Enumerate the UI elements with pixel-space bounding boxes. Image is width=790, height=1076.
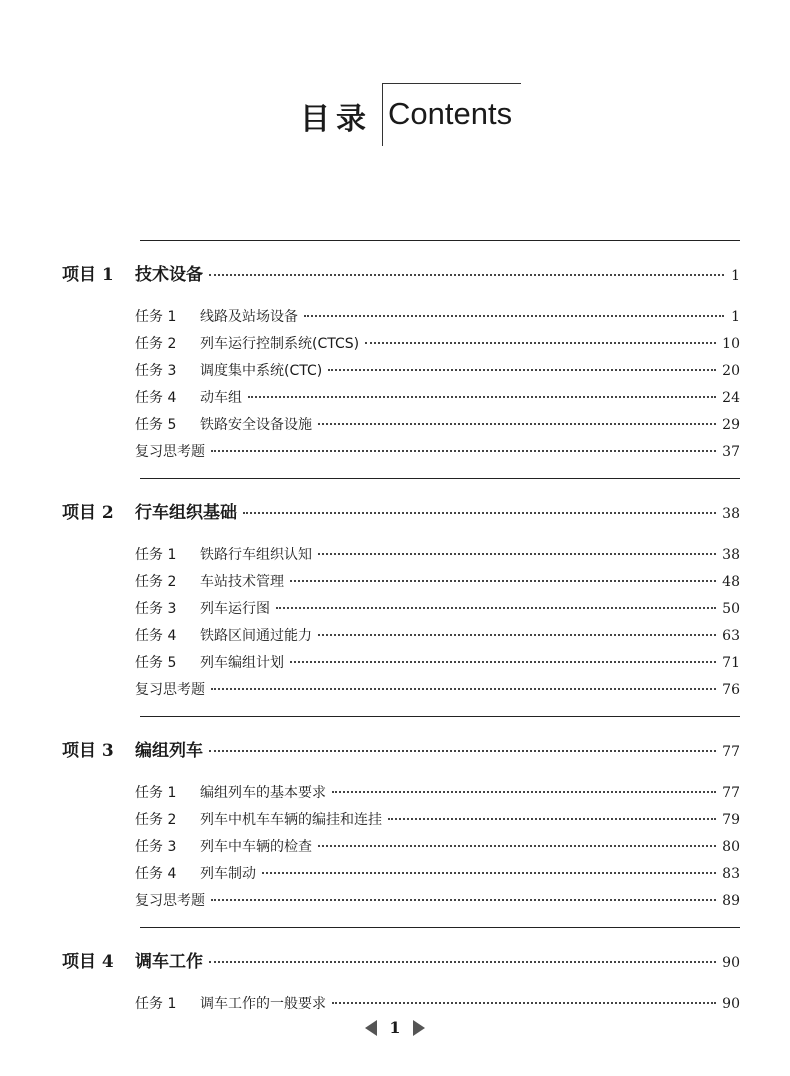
section-rule: [140, 240, 740, 241]
leader-dots: [248, 396, 716, 398]
page-ref: 77: [722, 744, 740, 760]
page-ref: 20: [722, 363, 740, 379]
leader-dots: [304, 315, 724, 317]
project-label: 项目 1: [62, 265, 114, 285]
task-title: 车站技术管理: [200, 574, 284, 590]
task-title: 铁路区间通过能力: [200, 628, 312, 644]
toc-project-entry[interactable]: [62, 502, 740, 524]
project-label: 项目 3: [62, 741, 114, 761]
toc-task-entry[interactable]: [135, 414, 740, 436]
toc-task-entry[interactable]: [135, 993, 740, 1015]
task-title: 列车中车辆的检查: [200, 839, 312, 855]
page-ref: 10: [722, 336, 740, 352]
leader-dots: [365, 342, 716, 344]
toc-task-entry[interactable]: [135, 625, 740, 647]
task-title: 线路及站场设备: [200, 309, 298, 325]
toc-task-entry[interactable]: [135, 441, 740, 463]
task-title: 调度集中系统(CTC): [200, 363, 323, 379]
leader-dots: [318, 423, 716, 425]
title-chinese: 目录: [300, 102, 372, 137]
leader-dots: [290, 661, 716, 663]
task-title: 复习思考题: [135, 682, 205, 698]
task-label: 任务 3: [135, 839, 177, 855]
page-ref: 90: [722, 996, 740, 1012]
task-label: 任务 3: [135, 601, 177, 617]
task-title: 动车组: [200, 390, 242, 406]
project-title: 技术设备: [135, 265, 203, 285]
toc-task-entry[interactable]: [135, 333, 740, 355]
toc-task-entry[interactable]: [135, 598, 740, 620]
toc-project-entry[interactable]: [62, 740, 740, 762]
task-label: 任务 2: [135, 812, 177, 828]
toc-task-entry[interactable]: [135, 863, 740, 885]
section-rule: [140, 478, 740, 479]
right-triangle-icon: [413, 1020, 425, 1036]
project-title: 编组列车: [135, 741, 203, 761]
toc-section: [0, 478, 790, 698]
project-title: 行车组织基础: [135, 503, 237, 523]
task-label: 任务 5: [135, 655, 177, 671]
leader-dots: [332, 791, 716, 793]
page-ref: 80: [722, 839, 740, 855]
page-ref: 89: [722, 893, 740, 909]
task-title: 列车编组计划: [200, 655, 284, 671]
leader-dots: [276, 607, 716, 609]
toc-section: [0, 716, 790, 909]
toc-task-entry[interactable]: [135, 652, 740, 674]
toc-task-entry[interactable]: [135, 679, 740, 701]
page-ref: 83: [722, 866, 740, 882]
task-label: 任务 1: [135, 547, 177, 563]
toc-task-entry[interactable]: [135, 571, 740, 593]
page-ref: 1: [731, 268, 740, 284]
task-title: 调车工作的一般要求: [200, 996, 326, 1012]
task-title: 铁路行车组织认知: [200, 547, 312, 563]
leader-dots: [318, 634, 716, 636]
leader-dots: [318, 553, 716, 555]
task-label: 任务 1: [135, 996, 177, 1012]
leader-dots: [388, 818, 716, 820]
task-title: 复习思考题: [135, 893, 205, 909]
left-triangle-icon: [365, 1020, 377, 1036]
toc-section: [0, 240, 790, 460]
toc-section: [0, 927, 790, 1012]
page-ref: 63: [722, 628, 740, 644]
toc-task-entry[interactable]: [135, 836, 740, 858]
leader-dots: [209, 750, 716, 752]
page-ref: 71: [722, 655, 740, 671]
task-label: 任务 4: [135, 866, 177, 882]
task-title: 列车中机车车辆的编挂和连挂: [200, 812, 382, 828]
task-title: 列车运行图: [200, 601, 270, 617]
toc-task-entry[interactable]: [135, 782, 740, 804]
task-label: 任务 4: [135, 628, 177, 644]
page-ref: 79: [722, 812, 740, 828]
page-ref: 48: [722, 574, 740, 590]
page-ref: 24: [722, 390, 740, 406]
project-label: 项目 4: [62, 952, 114, 972]
leader-dots: [262, 872, 716, 874]
task-title: 铁路安全设备设施: [200, 417, 312, 433]
section-rule: [140, 716, 740, 717]
leader-dots: [332, 1002, 716, 1004]
section-rule: [140, 927, 740, 928]
project-title: 调车工作: [135, 952, 203, 972]
leader-dots: [211, 899, 716, 901]
toc-task-entry[interactable]: [135, 890, 740, 912]
page-ref: 50: [722, 601, 740, 617]
leader-dots: [328, 369, 716, 371]
leader-dots: [211, 450, 716, 452]
task-label: 任务 4: [135, 390, 177, 406]
leader-dots: [209, 274, 724, 276]
toc-project-entry[interactable]: [62, 951, 740, 973]
page-number: 1: [389, 1018, 401, 1037]
task-title: 列车运行控制系统(CTCS): [200, 336, 360, 352]
page-ref: 77: [722, 785, 740, 801]
toc-task-entry[interactable]: [135, 306, 740, 328]
task-label: 任务 1: [135, 309, 177, 325]
task-title: 编组列车的基本要求: [200, 785, 326, 801]
leader-dots: [209, 961, 716, 963]
project-label: 项目 2: [62, 503, 114, 523]
leader-dots: [318, 845, 716, 847]
leader-dots: [211, 688, 716, 690]
page-footer: [0, 1018, 790, 1037]
page-ref: 1: [731, 309, 740, 325]
toc-task-entry[interactable]: [135, 360, 740, 382]
task-title: 列车制动: [200, 866, 256, 882]
toc-task-entry[interactable]: [135, 387, 740, 409]
page-ref: 37: [722, 444, 740, 460]
page-ref: 29: [722, 417, 740, 433]
page-ref: 38: [722, 547, 740, 563]
page-ref: 38: [722, 506, 740, 522]
task-label: 任务 1: [135, 785, 177, 801]
toc-task-entry[interactable]: [135, 809, 740, 831]
task-title: 复习思考题: [135, 444, 205, 460]
task-label: 任务 5: [135, 417, 177, 433]
task-label: 任务 2: [135, 574, 177, 590]
toc-task-entry[interactable]: [135, 544, 740, 566]
title-english: Contents: [388, 96, 513, 131]
leader-dots: [243, 512, 716, 514]
page-ref: 90: [722, 955, 740, 971]
leader-dots: [290, 580, 716, 582]
page-ref: 76: [722, 682, 740, 698]
task-label: 任务 2: [135, 336, 177, 352]
task-label: 任务 3: [135, 363, 177, 379]
toc-project-entry[interactable]: [62, 264, 740, 286]
